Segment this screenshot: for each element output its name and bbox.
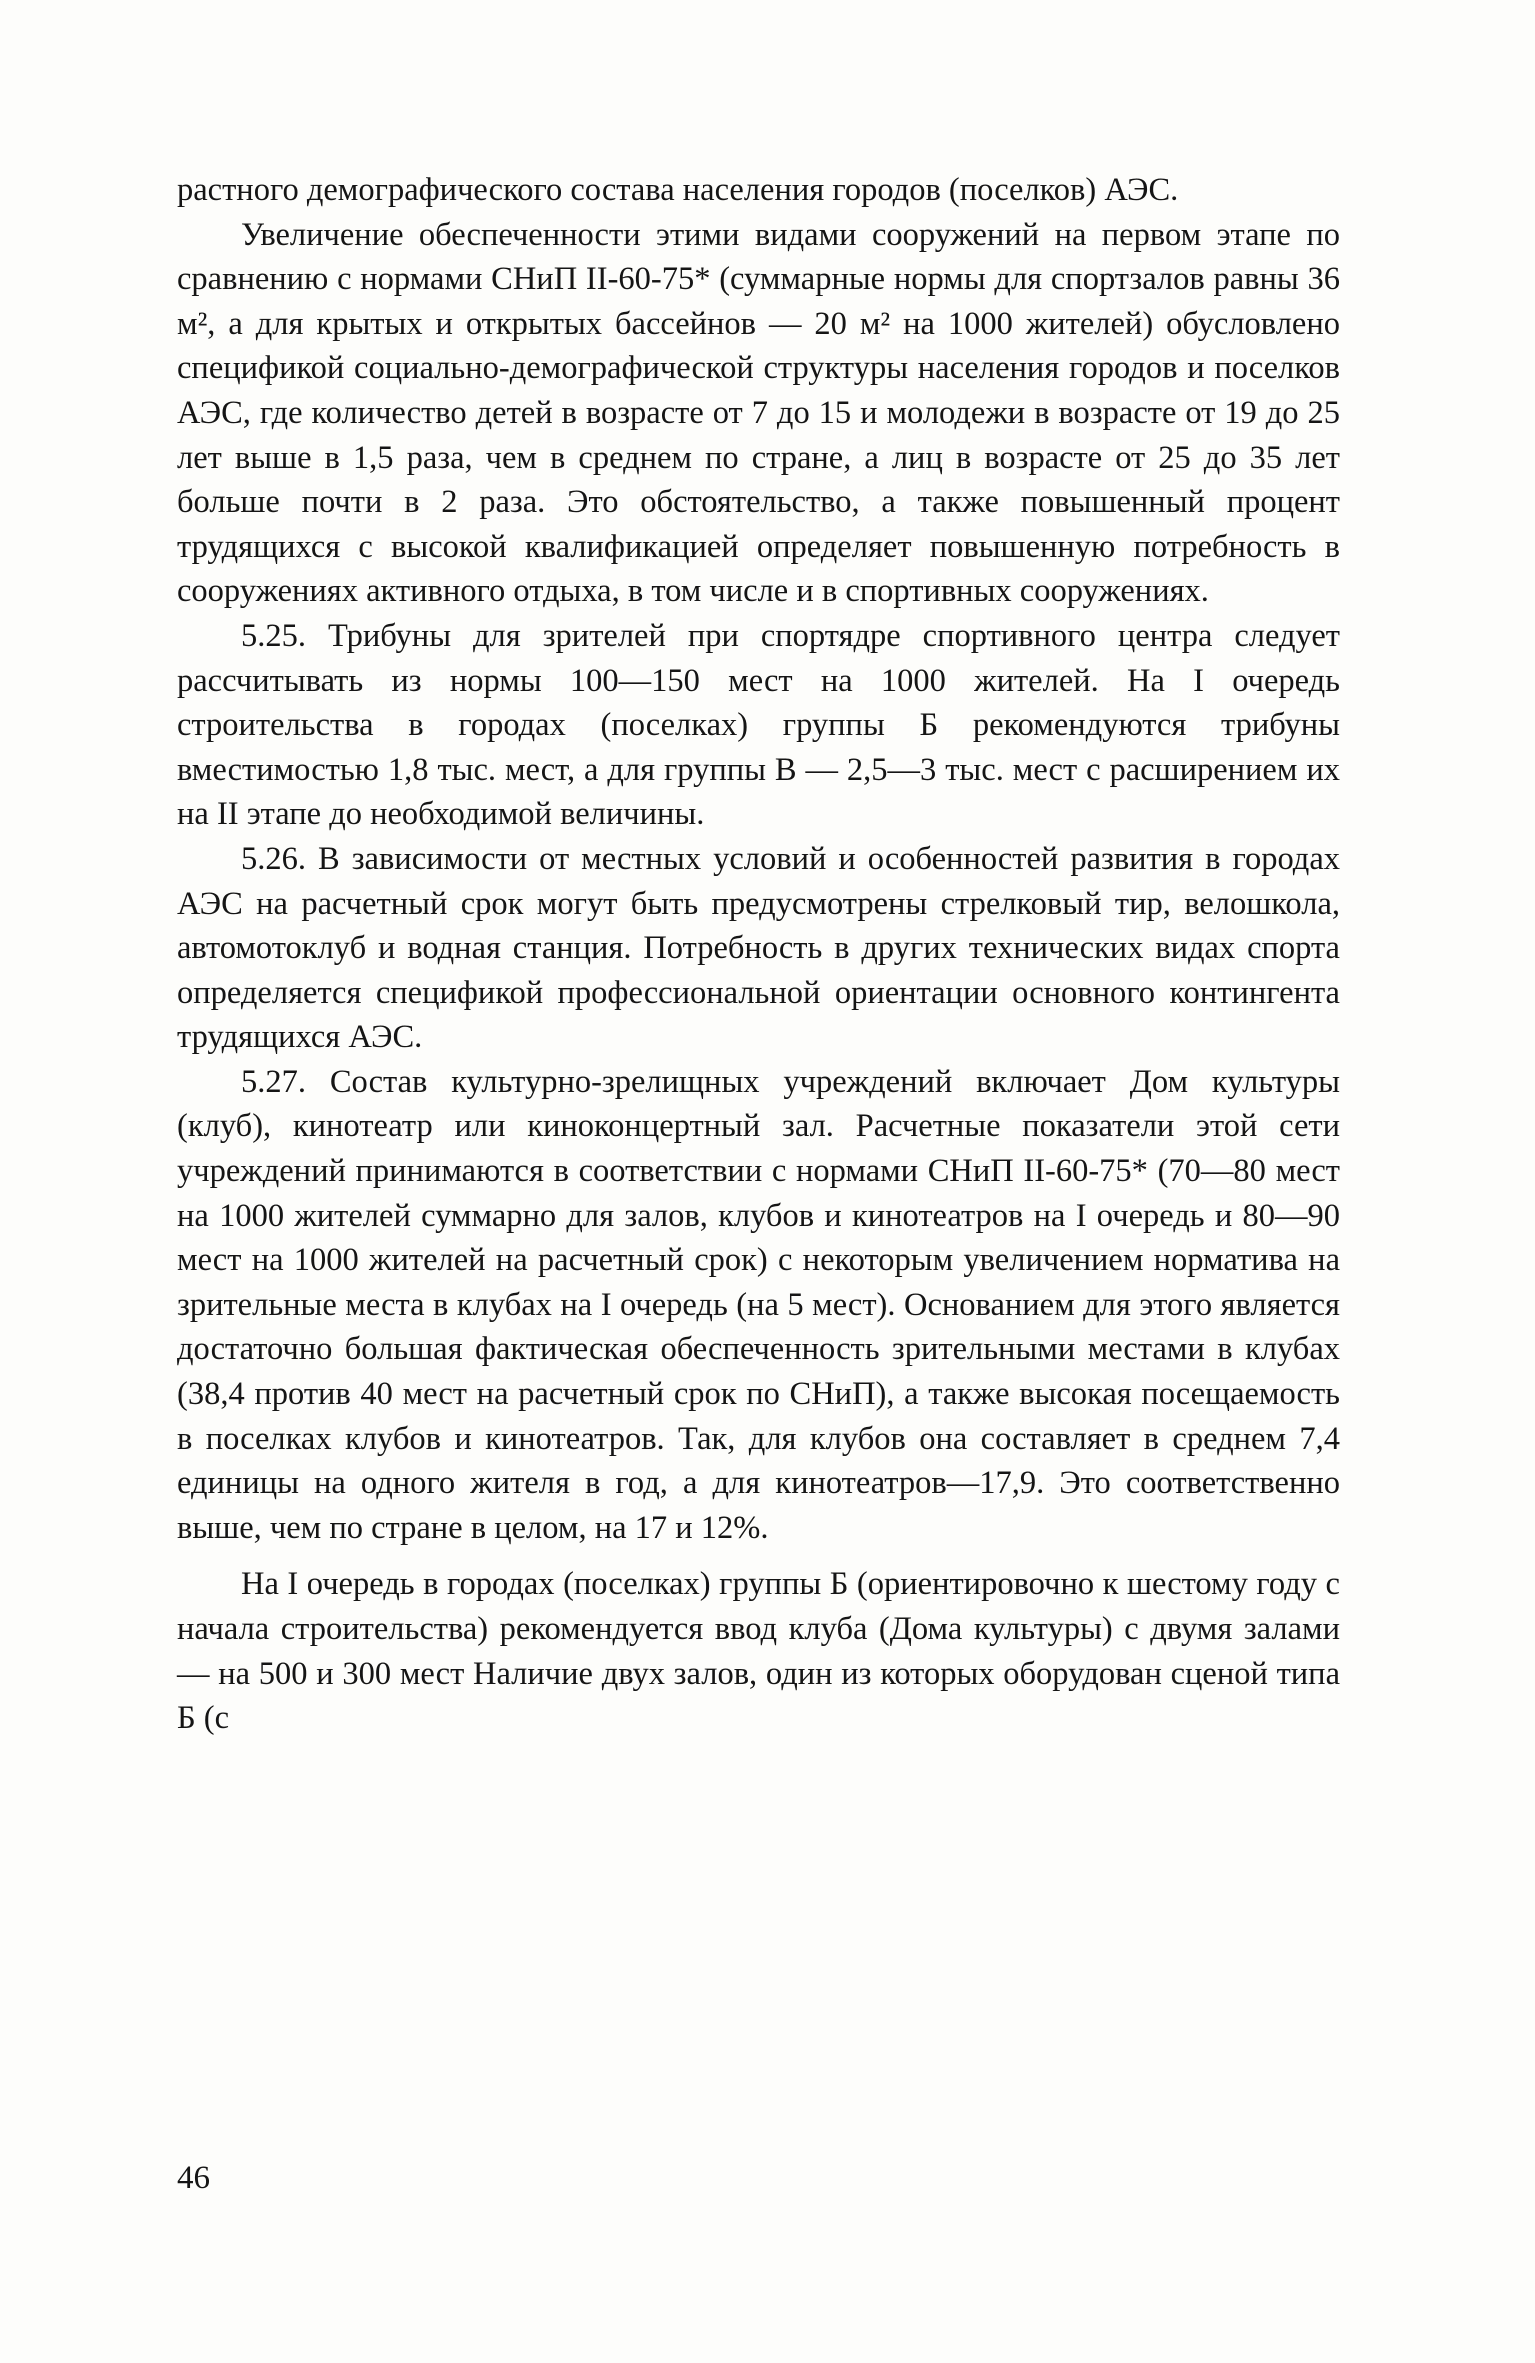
paragraph-continuation	[177, 168, 1340, 213]
body-text	[177, 168, 1340, 1741]
paragraph-5-25	[177, 614, 1340, 837]
paragraph-number: 5.25.	[241, 617, 328, 654]
paragraph-number: 5.26.	[241, 840, 319, 877]
paragraph-text: На I очередь в городах (поселках) группы Б (ориентировочно к шестому году с начала строительства) рекомендуется ввод клуба (Дома культуры) с двумя залами — на 500 и 300 мест Наличие двух залов, один из которых оборудован сценой типа Б (с	[177, 1566, 1340, 1737]
paragraph-text: Состав культурно-зрелищных учреждений включает Дом культуры (клуб), кинотеатр или киноконцертный зал. Расчетные показатели этой сети учреждений принимаются в соответствии с нормами СНиП II-60-75* (70—80 мест на 1000 жителей суммарно для залов, клубов и кинотеатров на I очередь и 80—90 мест на 1000 жителей на расчетный срок) с некоторым увеличением норматива на зрительные места в клубах на I очередь (на 5 мест). Основанием для этого является достаточно большая фактическая обеспеченность зрительными местами в клубах (38,4 против 40 мест на расчетный срок по СНиП), а также высокая посещаемость в поселках клубов и кинотеатров. Так, для клубов она составляет в среднем 7,4 единицы на одного жителя в год, а для кинотеатров—17,9. Это соответственно выше, чем по стране в целом, на 17 и 12%.	[177, 1063, 1340, 1546]
paragraph-5-26	[177, 837, 1340, 1060]
paragraph-number: 5.27.	[241, 1063, 330, 1100]
paragraph-text: Трибуны для зрителей при спортядре спортивного центра следует рассчитывать из нормы 100—150 мест на 1000 жителей. На I очередь строительства в городах (поселках) группы Б рекомендуются трибуны вместимостью 1,8 тыс. мест, а для группы В — 2,5—3 тыс. мест с расширением их на II этапе до необходимой величины.	[177, 617, 1341, 833]
paragraph-5-27	[177, 1060, 1340, 1551]
paragraph-text: В зависимости от местных условий и особенностей развития в городах АЭС на расчетный срок могут быть предусмотрены стрелковый тир, велошкола, автомотоклуб и водная станция. Потребность в других технических видах спорта определяется спецификой профессиональной ориентации основного контингента трудящихся АЭС.	[177, 840, 1341, 1056]
paragraph-text: Увеличение обеспеченности этими видами сооружений на первом этапе по сравнению с нормами СНиП II-60-75* (суммарные нормы для спортзалов равны 36 м², а для крытых и открытых бассейнов — 20 м² на 1000 жителей) обусловлено спецификой социально-демографической структуры населения городов и поселков АЭС, где количество детей в возрасте от 7 до 15 и молодежи в возрасте от 19 до 25 лет выше в 1,5 раза, чем в среднем по стране, а лиц в возрасте от 25 до 35 лет больше почти в 2 раза. Это обстоятельство, а также повышенный процент трудящихся с высокой квалификацией определяет повышенную потребность в сооружениях активного отдыха, в том числе и в спортивных сооружениях.	[177, 216, 1340, 610]
paragraph-1	[177, 213, 1340, 614]
page-number: 46	[177, 2160, 210, 2196]
paragraph-text: растного демографического состава населения городов (поселков) АЭС.	[177, 172, 1179, 208]
paragraph-last	[177, 1562, 1340, 1740]
